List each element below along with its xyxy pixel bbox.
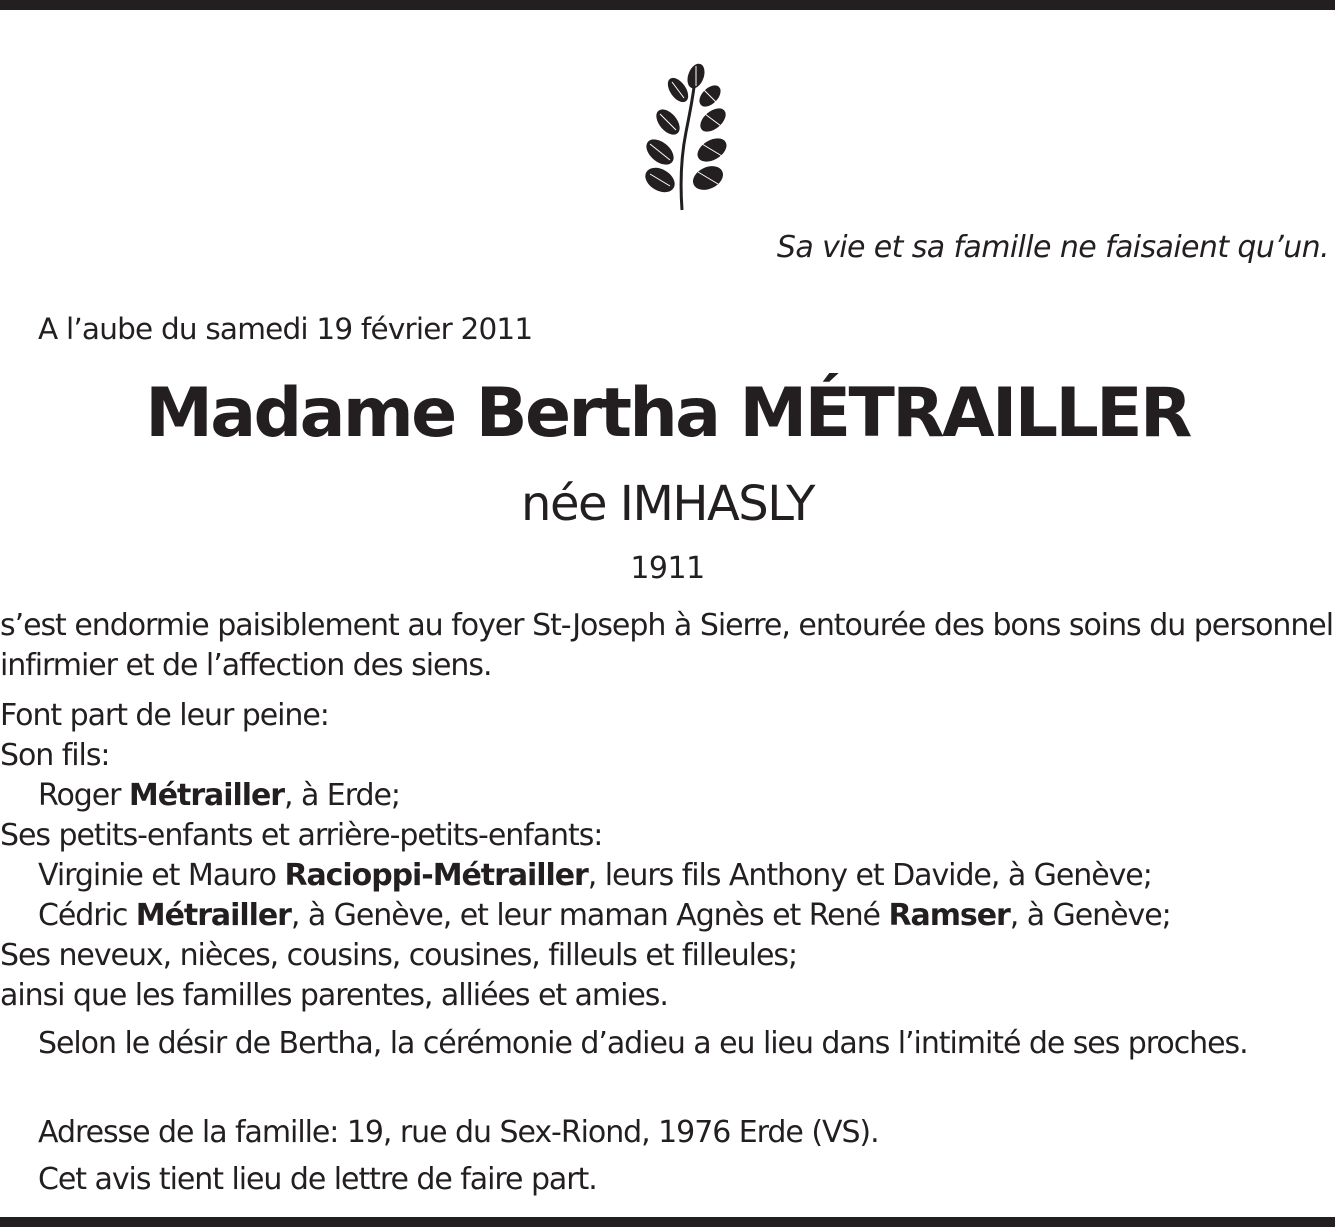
grandchild-entry: Virginie et Mauro Racioppi-Métrailler, leurs fils Anthony et Davide, à Genève;: [38, 858, 1152, 893]
top-rule: [0, 0, 1335, 10]
intro-date: A l’aube du samedi 19 février 2011: [38, 312, 533, 346]
family-address: Adresse de la famille: 19, rue du Sex-Riond, 1976 Erde (VS).: [38, 1115, 879, 1150]
son-heading: Son fils:: [0, 738, 110, 773]
mourners-intro: Font part de leur peine:: [0, 698, 329, 733]
relatives-line: Ses neveux, nièces, cousins, cousines, filleuls et filleules;: [0, 938, 798, 973]
bottom-rule: [0, 1217, 1335, 1227]
epigraph: Sa vie et sa famille ne faisaient qu’un.: [776, 230, 1329, 265]
son-entry: Roger Métrailler, à Erde;: [38, 778, 400, 813]
ceremony-paragraph: Selon le désir de Bertha, la cérémonie d’adieu a eu lieu dans l’intimité de ses proches.: [38, 1026, 1248, 1061]
grandchildren-heading: Ses petits-enfants et arrière-petits-enfants:: [0, 818, 603, 853]
grandchild-entry: Cédric Métrailler, à Genève, et leur maman Agnès et René Ramser, à Genève;: [38, 898, 1171, 933]
deceased-name: Madame Bertha MÉTRAILLER: [145, 374, 1190, 453]
families-line: ainsi que les familles parentes, alliées et amies.: [0, 978, 668, 1013]
birth-year: 1911: [630, 551, 705, 586]
maiden-name: née IMHASLY: [521, 476, 814, 532]
closing-note: Cet avis tient lieu de lettre de faire part.: [38, 1162, 597, 1197]
olive-branch-icon: [638, 62, 730, 212]
death-paragraph: s’est endormie paisiblement au foyer St-Joseph à Sierre, entourée des bons soins du personnel infirmier et de l’affection des siens.: [0, 608, 1333, 683]
